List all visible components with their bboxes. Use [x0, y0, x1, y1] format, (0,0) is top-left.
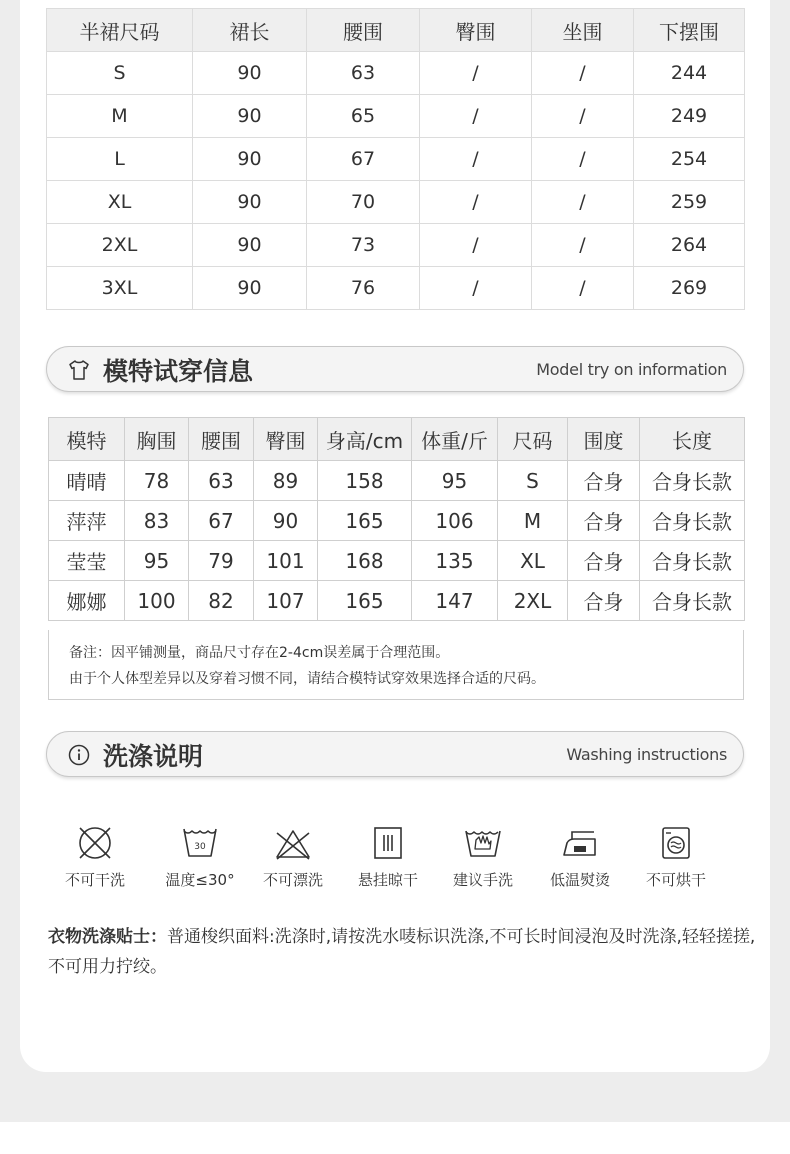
wash-label: 不可干洗 [64, 871, 125, 889]
table-cell: M [47, 95, 193, 138]
tshirt-icon [67, 358, 91, 382]
table-cell: 101 [254, 541, 318, 581]
table-cell: 82 [189, 581, 254, 621]
table-cell: 147 [412, 581, 498, 621]
table-cell: 合身 [568, 461, 640, 501]
model-table-header-cell: 体重/斤 [412, 418, 498, 461]
table-cell: 264 [634, 224, 745, 267]
wash-label: 低温熨烫 [549, 871, 610, 889]
table-cell: M [498, 501, 568, 541]
skirt-size-table [46, 8, 745, 310]
table-cell: 合身 [568, 501, 640, 541]
table-cell: / [532, 224, 634, 267]
table-cell: 73 [307, 224, 420, 267]
model-table-header-cell: 模特 [49, 418, 125, 461]
size-table-header-cell: 裙长 [193, 9, 307, 52]
table-cell: / [420, 52, 532, 95]
table-cell: L [47, 138, 193, 181]
size-table-header-cell: 半裙尺码 [47, 9, 193, 52]
table-cell: 萍萍 [49, 501, 125, 541]
table-cell: 259 [634, 181, 745, 224]
model-fit-table [48, 417, 745, 621]
section-subtitle: Washing instructions [566, 745, 727, 764]
table-row [47, 181, 745, 224]
table-cell: 合身 [568, 581, 640, 621]
table-cell: 娜娜 [49, 581, 125, 621]
table-cell: 合身长款 [640, 581, 745, 621]
table-cell: 90 [193, 181, 307, 224]
section-title: 模特试穿信息 [103, 357, 254, 386]
model-table-header-cell: 围度 [568, 418, 640, 461]
model-table-header-cell: 胸围 [125, 418, 189, 461]
model-table-header-cell: 身高/cm [318, 418, 412, 461]
table-cell: 158 [318, 461, 412, 501]
measurement-note [48, 630, 744, 700]
table-cell: 2XL [498, 581, 568, 621]
table-cell: 78 [125, 461, 189, 501]
table-cell: 90 [254, 501, 318, 541]
wash-item-hand-wash [433, 823, 533, 890]
table-cell: 165 [318, 501, 412, 541]
note-line-2: 由于个人体型差异以及穿着习惯不同，请结合模特试穿效果选择合适的尺码。 [69, 671, 545, 687]
section-subtitle: Model try on information [536, 360, 727, 379]
size-table-header-row [47, 9, 745, 52]
hand-wash-icon [463, 823, 503, 863]
table-cell: / [532, 138, 634, 181]
table-row [49, 501, 745, 541]
table-cell: / [532, 181, 634, 224]
table-cell: / [420, 267, 532, 310]
size-table-header-cell: 腰围 [307, 9, 420, 52]
table-cell: S [498, 461, 568, 501]
table-row [47, 95, 745, 138]
table-cell: / [420, 138, 532, 181]
table-cell: 合身长款 [640, 501, 745, 541]
table-cell: 90 [193, 95, 307, 138]
table-row [49, 541, 745, 581]
wash-item-no-dry-clean [45, 823, 145, 890]
model-table-header-cell: 尺码 [498, 418, 568, 461]
table-row [49, 581, 745, 621]
table-cell: 晴晴 [49, 461, 125, 501]
model-info-section-header [46, 346, 744, 392]
table-cell: / [420, 95, 532, 138]
hang-dry-icon [368, 823, 408, 863]
table-cell: 90 [193, 224, 307, 267]
section-title: 洗涤说明 [103, 742, 204, 771]
table-cell: XL [47, 181, 193, 224]
table-cell: 67 [189, 501, 254, 541]
wash-label: 悬挂晾干 [357, 871, 418, 889]
table-cell: 165 [318, 581, 412, 621]
size-table-header-cell: 臀围 [420, 9, 532, 52]
size-table-header-cell: 坐围 [532, 9, 634, 52]
table-cell: 168 [318, 541, 412, 581]
table-cell: 89 [254, 461, 318, 501]
low-iron-icon [560, 823, 600, 863]
table-cell: 135 [412, 541, 498, 581]
wash-30-icon [180, 823, 220, 863]
table-row [49, 461, 745, 501]
table-cell: 65 [307, 95, 420, 138]
size-table-header-cell: 下摆围 [634, 9, 745, 52]
wash-item-hang-dry [338, 823, 438, 890]
wash-item-no-bleach [243, 823, 343, 890]
table-cell: 254 [634, 138, 745, 181]
care-tips [48, 922, 760, 982]
care-tips-text: 普通梭织面料:洗涤时,请按洗水唛标识洗涤,不可长时间浸泡及时洗涤,轻轻搓搓,不可用力拧绞。 [48, 927, 756, 977]
table-row [47, 267, 745, 310]
table-cell: 90 [193, 52, 307, 95]
wash-label: 建议手洗 [452, 871, 513, 889]
table-cell: 76 [307, 267, 420, 310]
table-cell: 249 [634, 95, 745, 138]
table-cell: 95 [125, 541, 189, 581]
bottom-strip [0, 1122, 790, 1154]
table-cell: 244 [634, 52, 745, 95]
table-cell: 合身长款 [640, 461, 745, 501]
table-cell: 90 [193, 138, 307, 181]
model-table-header-cell: 腰围 [189, 418, 254, 461]
table-cell: 合身 [568, 541, 640, 581]
table-cell: 67 [307, 138, 420, 181]
table-row [47, 224, 745, 267]
table-cell: 269 [634, 267, 745, 310]
table-cell: XL [498, 541, 568, 581]
model-table-header-cell: 长度 [640, 418, 745, 461]
table-cell: / [532, 267, 634, 310]
table-cell: / [532, 52, 634, 95]
table-cell: 95 [412, 461, 498, 501]
info-circle-icon [67, 743, 91, 767]
table-cell: 莹莹 [49, 541, 125, 581]
wash-item-no-tumble-dry [626, 823, 726, 890]
no-tumble-dry-icon [656, 823, 696, 863]
table-cell: / [532, 95, 634, 138]
no-dry-clean-icon [75, 823, 115, 863]
model-table-header-row [49, 418, 745, 461]
table-cell: 2XL [47, 224, 193, 267]
table-cell: 63 [189, 461, 254, 501]
table-cell: 107 [254, 581, 318, 621]
table-cell: 合身长款 [640, 541, 745, 581]
wash-item-low-iron [530, 823, 630, 890]
table-cell: / [420, 181, 532, 224]
table-cell: 79 [189, 541, 254, 581]
care-tips-label: 衣物洗涤贴士： [48, 927, 167, 947]
wash-section-header [46, 731, 744, 777]
wash-label: 不可烘干 [645, 871, 706, 889]
wash-temp: 30 [194, 842, 206, 852]
table-row [47, 52, 745, 95]
table-cell: 3XL [47, 267, 193, 310]
table-cell: 100 [125, 581, 189, 621]
no-bleach-icon [273, 823, 313, 863]
model-table-header-cell: 臀围 [254, 418, 318, 461]
table-cell: 63 [307, 52, 420, 95]
table-cell: S [47, 52, 193, 95]
note-line-1: 备注：因平铺测量，商品尺寸存在2-4cm误差属于合理范围。 [69, 645, 450, 661]
table-cell: 83 [125, 501, 189, 541]
wash-item-wash-30 [150, 823, 250, 890]
table-cell: 70 [307, 181, 420, 224]
table-row [47, 138, 745, 181]
table-cell: 106 [412, 501, 498, 541]
table-cell: 90 [193, 267, 307, 310]
wash-label: 不可漂洗 [262, 871, 323, 889]
wash-label: 温度≤30° [165, 871, 235, 889]
table-cell: / [420, 224, 532, 267]
